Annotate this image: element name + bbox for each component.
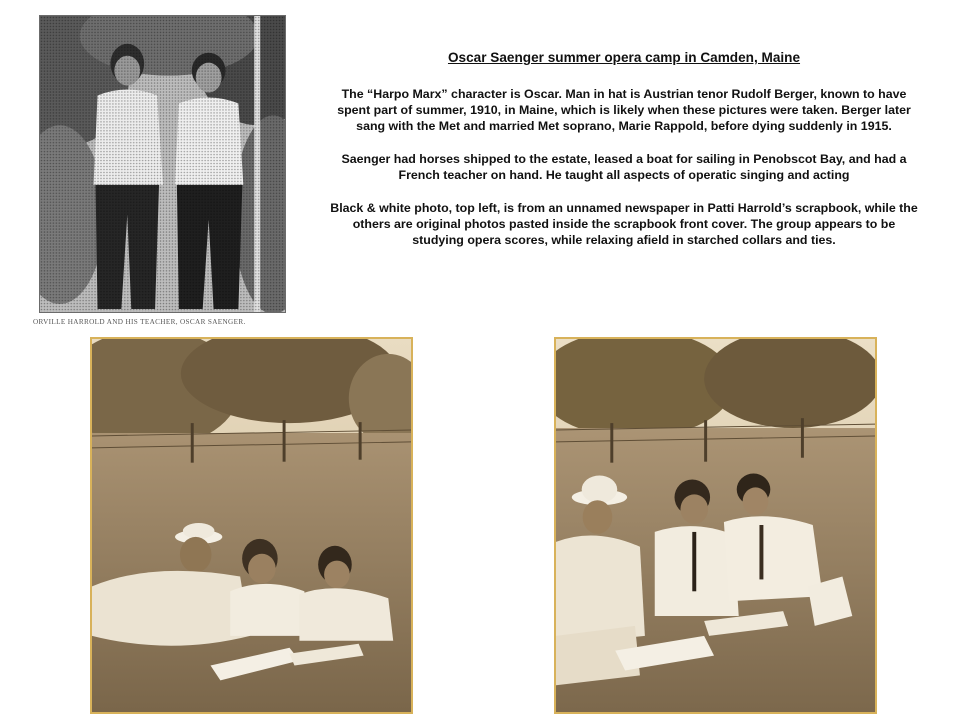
paragraph-1: The “Harpo Marx” character is Oscar. Man in hat is Austrian tenor Rudolf Berger, known to have spent part of summer, 1910, in Maine, which is likely when these pictures were taken. Berger later sang with the Met and married Met soprano, Marie Rappold, before dying suddenly in 1915. [337, 87, 911, 133]
paragraph-2: Saenger had horses shipped to the estate, leased a boat for sailing in Penobscot Bay, and had a French teacher on hand. He taught all aspects of operatic singing and acting [341, 152, 907, 182]
newspaper-photo [39, 15, 286, 313]
page-title: Oscar Saenger summer opera camp in Camden, Maine [447, 50, 801, 65]
sepia-photo-kneeling [554, 337, 877, 714]
paragraph-3: Black & white photo, top left, is from an unnamed newspaper in Patti Harrold’s scrapbook, while the others are original photos pasted inside the scrapbook front cover. The group appears to be studying opera scores, while relaxing afield in starched collars and ties. [330, 201, 918, 247]
description-block [328, 50, 920, 265]
sepia-photo-lying [90, 337, 413, 714]
photo-caption: ORVILLE HARROLD AND HIS TEACHER, OSCAR SAENGER. [33, 318, 246, 326]
